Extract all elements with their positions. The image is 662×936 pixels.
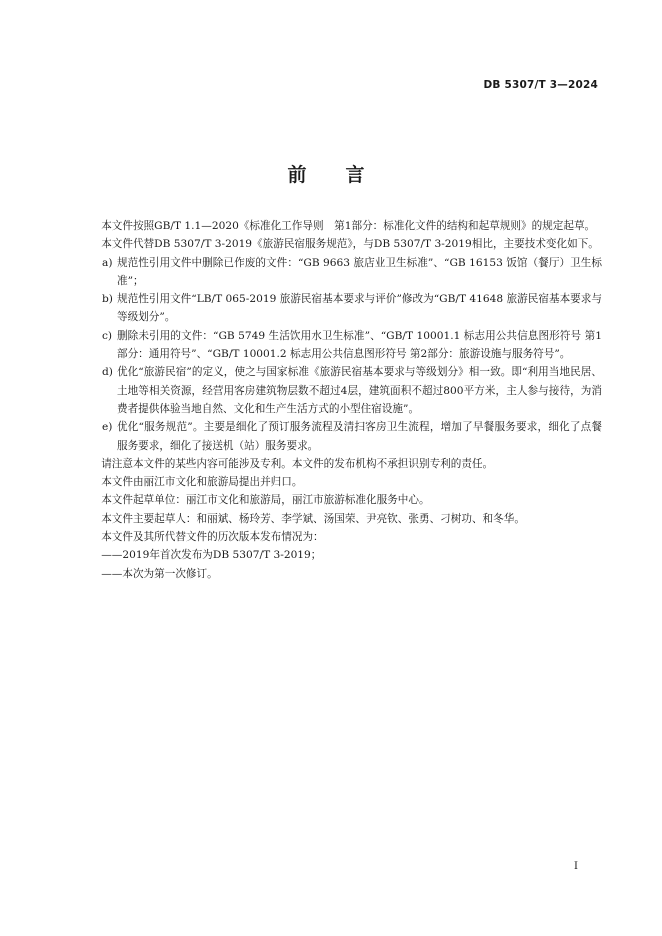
list-item-text: 删除未引用的文件：“GB 5749 生活饮用水卫生标准”、“GB/T 10001.1 标志用公共信息图形符号 第1部分：通用符号”、“GB/T 10001.2 标志用公共信息图形符号 第2部分：旅游设施与服务符号”。 bbox=[117, 329, 602, 361]
list-item-text: 规范性引用文件“LB/T 065-2019 旅游民宿基本要求与评价”修改为“GB/T 41648 旅游民宿基本要求与等级划分”。 bbox=[117, 293, 602, 324]
list-item bbox=[80, 290, 602, 327]
patent-notice: 请注意本文件的某些内容可能涉及专利。本文件的发布机构不承担识别专利的责任。 bbox=[101, 457, 494, 470]
history-item: ——2019年首次发布为DB 5307/T 3-2019； bbox=[101, 549, 322, 562]
list-marker: c) bbox=[102, 329, 113, 342]
drafters: 本文件主要起草人：和丽斌、杨玲芳、李学斌、汤国荣、尹亮钦、张勇、刁树功、和冬华。 bbox=[101, 512, 525, 525]
history-intro: 本文件及其所代替文件的历次版本发布情况为： bbox=[101, 531, 324, 544]
list-item bbox=[80, 254, 602, 291]
list-marker: a) bbox=[102, 256, 113, 269]
drafting-units: 本文件起草单位：丽江市文化和旅游局，丽江市旅游标准化服务中心。 bbox=[101, 494, 430, 507]
document-code: DB 5307/T 3—2024 bbox=[483, 79, 598, 91]
page-number: I bbox=[574, 861, 578, 872]
list-item bbox=[80, 363, 602, 418]
list-item-text: 优化“服务规范”。主要是细化了预订服务流程及清扫客房卫生流程，增加了早餐服务要求，细化了点餐服务要求，细化了接送机（站）服务要求。 bbox=[117, 421, 602, 452]
history-item: ——本次为第一次修订。 bbox=[101, 567, 218, 580]
list-marker: d) bbox=[102, 366, 113, 379]
list-marker: e) bbox=[102, 421, 113, 434]
replacement-paragraph: 本文件代替DB 5307/T 3-2019《旅游民宿服务规范》，与DB 5307/T 3-2019相比，主要技术变化如下。 bbox=[101, 238, 599, 251]
list-item bbox=[80, 327, 602, 364]
list-marker: b) bbox=[102, 293, 113, 306]
proposer-statement: 本文件由丽江市文化和旅游局提出并归口。 bbox=[101, 476, 303, 489]
list-item-text: 规范性引用文件中删除已作废的文件：“GB 9663 旅店业卫生标准”、“GB 16153 饭馆（餐厅）卫生标准”； bbox=[117, 256, 602, 287]
list-item bbox=[80, 418, 602, 455]
document-body bbox=[80, 217, 602, 583]
list-item-text: 优化“旅游民宿”的定义，使之与国家标准《旅游民宿基本要求与等级划分》相一致。即“利用当地民居、土地等相关资源，经营用客房建筑物层数不超过4层，建筑面积不超过800平方米，主人参与接待，为消费者提供体验当地自然、文化和生产生活方式的小型住宿设施”。 bbox=[117, 366, 602, 415]
intro-paragraph: 本文件按照GB/T 1.1—2020《标准化工作导则 第1部分：标准化文件的结构和起草规则》的规定起草。 bbox=[101, 220, 596, 232]
page-title: 前 言 bbox=[287, 164, 375, 186]
